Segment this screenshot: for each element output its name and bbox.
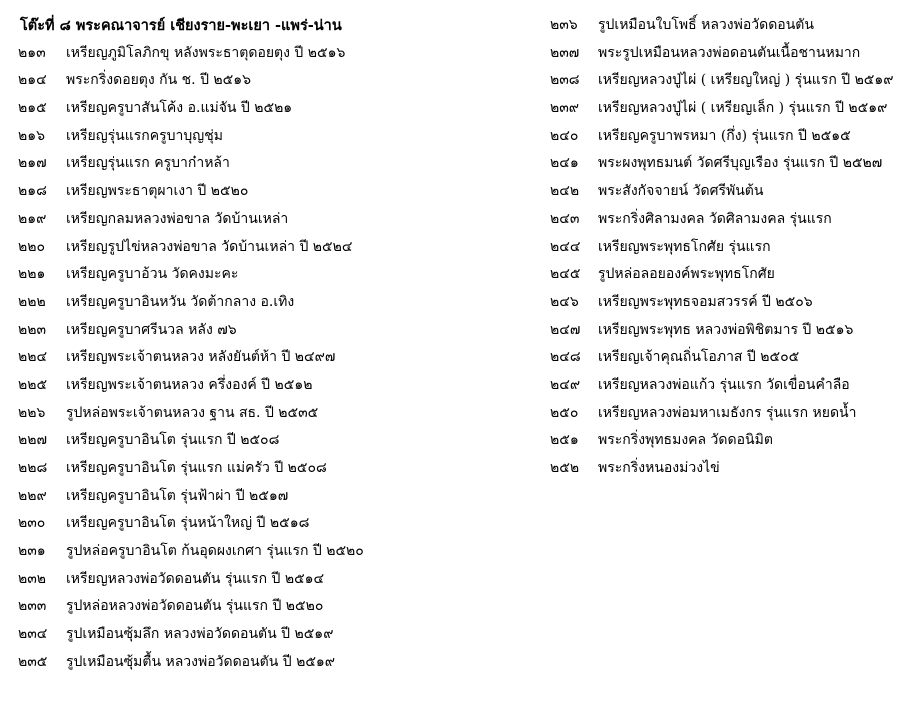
list-item	[550, 427, 890, 455]
list-item	[18, 234, 538, 262]
item-number: ๒๓๙	[550, 100, 580, 117]
item-text: เหรียญหลวงพ่อวัดดอนตัน รุ่นแรก ปี ๒๕๑๔	[66, 570, 325, 587]
item-number: ๒๑๓	[18, 44, 46, 61]
item-text: รูปหล่อลอยองค์พระพุทธโกศัย	[598, 266, 775, 283]
list-item	[18, 566, 538, 594]
item-number: ๒๑๗	[18, 155, 47, 172]
list-item	[18, 372, 538, 400]
item-text: เหรียญครูบาอินโต รุ่นฟ้าผ่า ปี ๒๕๑๗	[66, 487, 289, 504]
list-item	[18, 593, 538, 621]
item-text: เหรียญครูบาอินโต รุ่นแรก แม่ครัว ปี ๒๕๐๘	[66, 460, 327, 476]
table-title: โต๊ะที่ ๘ พระคณาจารย์ เชียงราย-พะเยา -แพร่-น่าน	[20, 17, 342, 34]
item-text: เหรียญครูบาศรีนวล หลัง ๗๖	[66, 321, 237, 338]
item-number: ๒๒๒	[18, 293, 46, 310]
list-item	[550, 317, 890, 345]
item-text: เหรียญพระเจ้าตนหลวง หลังยันต์ห้า ปี ๒๔๙๗	[66, 349, 336, 366]
list-item	[18, 538, 538, 566]
list-item	[18, 649, 538, 677]
right-item-list	[550, 12, 894, 483]
item-text: เหรียญครูบาอินหวัน วัดต้ากลาง อ.เทิง	[66, 293, 295, 310]
item-number: ๒๒๕	[18, 376, 48, 393]
item-number: ๒๑๔	[18, 72, 47, 89]
item-number: ๒๒๑	[18, 266, 46, 283]
list-item	[550, 178, 890, 206]
list-item	[18, 455, 538, 483]
left-item-list	[18, 40, 538, 677]
item-number: ๒๒๐	[18, 238, 46, 255]
list-item	[550, 40, 890, 68]
item-text: เหรียญพระธาตุผาเงา ปี ๒๕๒๐	[66, 183, 249, 200]
list-item	[550, 12, 890, 40]
list-item	[18, 317, 538, 345]
item-number: ๒๓๗	[550, 44, 580, 61]
item-number: ๒๓๔	[18, 626, 48, 643]
list-item	[550, 289, 890, 317]
list-item	[18, 95, 538, 123]
item-text: เหรียญเจ้าคุณถิ่นโอภาส ปี ๒๕๐๕	[598, 349, 800, 366]
list-item	[550, 123, 890, 151]
item-text: เหรียญหลวงปู่ไผ่ ( เหรียญเล็ก ) รุ่นแรก ปี ๒๕๑๙	[598, 100, 888, 117]
item-number: ๒๒๙	[18, 487, 47, 504]
list-item	[550, 400, 890, 428]
item-text: เหรียญหลวงพ่อแก้ว รุ่นแรก วัดเขื่อนคำลือ	[598, 376, 850, 393]
item-number: ๒๓๓	[18, 598, 47, 615]
item-number: ๒๔๔	[550, 238, 581, 255]
item-text: เหรียญครูบาอินโต รุ่นแรก ปี ๒๕๐๘	[66, 432, 280, 449]
item-text: เหรียญหลวงปู่ไผ่ ( เหรียญใหญ่ ) รุ่นแรก ปี ๒๕๑๙	[598, 72, 894, 89]
item-text: เหรียญรูปไข่หลวงพ่อขาล วัดบ้านเหล่า ปี ๒๕๒๔	[66, 238, 353, 255]
item-number: ๒๕๒	[550, 460, 580, 476]
item-text: เหรียญครูบาสันโค้ง อ.แม่จัน ปี ๒๕๒๑	[66, 100, 293, 117]
item-text: เหรียญภูมิโลภิกขุ หลังพระธาตุดอยตุง ปี ๒๕๑๖	[66, 44, 346, 61]
item-number: ๒๒๘	[18, 460, 48, 476]
list-item	[550, 234, 890, 262]
list-item	[550, 344, 890, 372]
list-item	[18, 400, 538, 428]
item-text: พระกริ่งดอยตุง กัน ช. ปี ๒๕๑๖	[66, 72, 252, 89]
list-item	[18, 206, 538, 234]
item-text: เหรียญพระเจ้าตนหลวง ครึ่งองค์ ปี ๒๕๑๒	[66, 376, 313, 393]
item-text: เหรียญครูบาอ้วน วัดคงมะคะ	[66, 266, 239, 283]
item-text: รูปเหมือนใบโพธิ์ หลวงพ่อวัดดอนตัน	[598, 17, 814, 33]
item-text: พระกริ่งศิลามงคล วัดศิลามงคล รุ่นแรก	[598, 210, 832, 227]
list-item	[18, 510, 538, 538]
item-number: ๒๒๗	[18, 432, 47, 449]
item-number: ๒๑๕	[18, 100, 47, 117]
item-number: ๒๔๗	[550, 321, 581, 338]
item-text: พระผงพุทธมนต์ วัดศรีบุญเรือง รุ่นแรก ปี ๒๕๒๗	[598, 155, 883, 172]
item-number: ๒๓๖	[550, 17, 578, 33]
item-number: ๒๒๖	[18, 404, 46, 421]
item-text: พระกริ่งพุทธมงคล วัดดอนิมิต	[598, 432, 773, 449]
item-number: ๒๕๐	[550, 404, 579, 421]
item-number: ๒๔๒	[550, 183, 580, 200]
list-item	[18, 427, 538, 455]
item-text: เหรียญหลวงพ่อมหาเมธังกร รุ่นแรก หยดน้ำ	[598, 404, 857, 421]
item-number: ๒๔๑	[550, 155, 579, 172]
list-item	[18, 261, 538, 289]
item-text: เหรียญครูบาพรหมา (กึ่ง) รุ่นแรก ปี ๒๕๑๕	[598, 127, 851, 144]
item-number: ๒๓๐	[18, 515, 46, 532]
left-column	[18, 12, 538, 677]
list-item	[550, 455, 890, 483]
item-text: พระกริ่งหนองม่วงไข่	[598, 460, 720, 476]
item-number: ๒๕๑	[550, 432, 579, 449]
item-text: เหรียญกลมหลวงพ่อขาล วัดบ้านเหล่า	[66, 210, 289, 227]
item-number: ๒๔๖	[550, 293, 579, 310]
item-text: รูปหล่อหลวงพ่อวัดดอนตัน รุ่นแรก ปี ๒๕๒๐	[66, 598, 324, 615]
item-number: ๒๓๑	[18, 543, 46, 560]
item-text: เหรียญรุ่นแรกครูบาบุญชุ่ม	[66, 127, 223, 144]
item-text: เหรียญพระพุทธโกศัย รุ่นแรก	[598, 238, 771, 255]
item-number: ๒๔๘	[550, 349, 581, 366]
list-item	[550, 95, 890, 123]
item-text: เหรียญรุ่นแรก ครูบาก๋าหล้า	[66, 155, 230, 172]
list-item	[550, 67, 894, 95]
list-item	[18, 344, 538, 372]
item-number: ๒๔๓	[550, 210, 580, 227]
item-text: พระสังกัจจายน์ วัดศรีพันต้น	[598, 183, 764, 200]
item-text: รูปเหมือนซุ้มตื้น หลวงพ่อวัดดอนตัน ปี ๒๕๑๙	[66, 653, 336, 670]
list-item	[550, 150, 890, 178]
item-number: ๒๔๐	[550, 127, 579, 144]
item-number: ๒๒๔	[18, 349, 48, 366]
item-text: เหรียญครูบาอินโต รุ่นหน้าใหญ่ ปี ๒๕๑๘	[66, 515, 310, 532]
list-item	[550, 372, 890, 400]
list-item	[550, 206, 890, 234]
item-number: ๒๑๖	[18, 127, 46, 144]
item-text: รูปหล่อพระเจ้าตนหลวง ฐาน สธ. ปี ๒๕๓๕	[66, 404, 319, 421]
list-item	[18, 123, 538, 151]
list-item	[18, 289, 538, 317]
item-number: ๒๒๓	[18, 321, 47, 338]
item-number: ๒๓๒	[18, 570, 47, 587]
item-number: ๒๓๕	[18, 653, 48, 670]
item-number: ๒๓๘	[550, 72, 580, 89]
item-number: ๒๔๕	[550, 266, 581, 283]
item-text: รูปหล่อครูบาอินโต ก้นอุดผงเกศา รุ่นแรก ปี ๒๕๒๐	[66, 543, 364, 560]
list-item	[18, 621, 538, 649]
list-item	[18, 178, 538, 206]
item-number: ๒๑๘	[18, 183, 47, 200]
item-text: พระรูปเหมือนหลวงพ่อดอนตันเนื้อชานหมาก	[598, 44, 861, 61]
item-number: ๒๔๙	[550, 376, 581, 393]
item-text: เหรียญพระพุทธจอมสวรรค์ ปี ๒๕๐๖	[598, 293, 813, 310]
right-column	[550, 12, 894, 483]
list-item	[18, 40, 538, 68]
list-item	[18, 150, 538, 178]
list-item	[18, 67, 538, 95]
item-text: เหรียญพระพุทธ หลวงพ่อพิชิตมาร ปี ๒๕๑๖	[598, 321, 854, 338]
item-text: รูปเหมือนซุ้มลึก หลวงพ่อวัดดอนตัน ปี ๒๕๑๙	[66, 626, 334, 643]
list-item	[18, 483, 538, 511]
item-number: ๒๑๙	[18, 210, 47, 227]
list-item	[550, 261, 890, 289]
